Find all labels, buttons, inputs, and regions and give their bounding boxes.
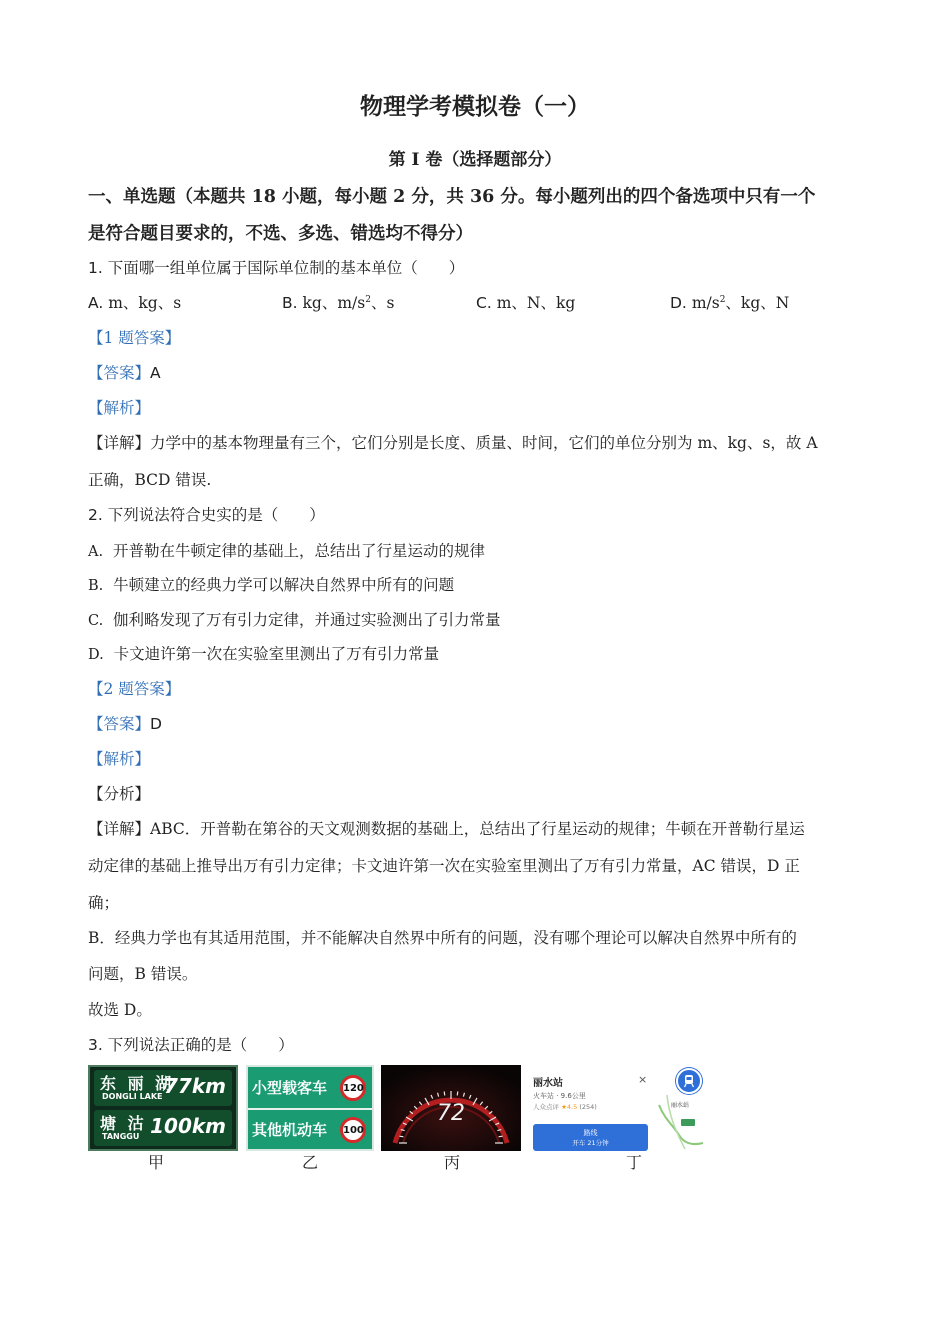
q1-answer [88, 361, 161, 383]
question-number: 1. [88, 259, 103, 277]
option-letter: C. [476, 294, 492, 312]
rating-prefix: 人众点评 [533, 1103, 559, 1111]
question-1-stem [88, 256, 464, 278]
speed-limit-circle: 100 [340, 1117, 366, 1143]
option-text: 伽利略发现了万有引力定律，并通过实验测出了引力常量 [113, 611, 501, 629]
question-number: 3. [88, 1036, 103, 1054]
q2-detail-line1 [88, 817, 805, 839]
q2-option-a [88, 539, 485, 561]
vehicle-type-label: 其他机动车 [252, 1121, 328, 1139]
sign-place-en: TANGGU [102, 1132, 140, 1141]
map-place-info: 火车站 · 9.6公里 [533, 1092, 586, 1100]
q2-detail-line5: 问题，B 错误。 [88, 965, 198, 983]
map-rating [533, 1102, 597, 1111]
speed-limit-circle: 120 [340, 1075, 366, 1101]
section-heading-line1: 一、单选题（本题共 18 小题，每小题 2 分，共 36 分。每小题列出的四个备选项中只有一个 [88, 187, 816, 207]
option-letter: A. [88, 294, 104, 312]
speedometer-tick [499, 1136, 503, 1137]
q1-option-d [670, 291, 789, 313]
option-letter: C. [88, 613, 104, 629]
page-title: 物理学考模拟卷（一） [360, 93, 590, 120]
option-letter: D. [670, 294, 687, 312]
q2-detail-line3: 确； [88, 894, 120, 912]
q1-analysis-tag: 【解析】 [88, 399, 151, 417]
detail-text: ABC．开普勒在第谷的天文观测数据的基础上，总结出了行星运动的规律；牛顿在开普勒行星运 [150, 820, 805, 838]
sign-place-cn: 东 丽 湖 [100, 1074, 175, 1093]
q2-option-c [88, 608, 501, 630]
sign-divider [248, 1108, 372, 1110]
question-text: 下列说法正确的是（ ） [107, 1036, 294, 1054]
q2-conclusion: 故选 D。 [88, 1001, 152, 1019]
option-text: m、N、kg [496, 294, 576, 312]
q1-detail-line2: 正确，BCD 错误. [88, 471, 212, 489]
part-subtitle: 第 I 卷（选择题部分） [388, 150, 562, 170]
question-number: 2. [88, 506, 103, 524]
caption-jia: 甲 [148, 1153, 165, 1172]
speedometer-dial-icon [381, 1065, 521, 1151]
answer-tag: 【答案】 [88, 715, 151, 733]
rating-stars: ★4.5 [561, 1103, 578, 1111]
option-text: 牛顿建立的经典力学可以解决自然界中所有的问题 [113, 576, 455, 594]
speedometer-tick [399, 1136, 403, 1137]
road-sign-distance-image [88, 1065, 238, 1151]
q2-detail-line2: 动定律的基础上推导出万有引力定律；卡文迪许第一次在实验室里测出了万有引力常量，AC 错误，D 正 [88, 857, 800, 875]
answer-tag: 【答案】 [88, 364, 151, 382]
question-text: 下列说法符合史实的是（ ） [107, 506, 325, 524]
q2-analysis-tag: 【解析】 [88, 750, 151, 768]
question-text: 下面哪一组单位属于国际单位制的基本单位（ ） [107, 259, 465, 277]
map-app-screenshot-image [530, 1065, 705, 1151]
train-station-pin-icon [676, 1068, 702, 1094]
question-2-stem [88, 503, 325, 525]
speed-readout: 72 [437, 1101, 465, 1126]
caption-bing: 丙 [444, 1153, 461, 1172]
map-station-label: 丽水站 [671, 1102, 690, 1109]
option-letter: A. [88, 544, 104, 560]
route-label: 路线 [583, 1129, 598, 1137]
question-3-stem [88, 1033, 294, 1055]
q2-detail-line4: B．经典力学也有其适用范围，并不能解决自然界中所有的问题，没有哪个理论可以解决自然界中所有的 [88, 929, 797, 947]
map-place-name: 丽水站 [533, 1078, 563, 1089]
route-button [533, 1124, 648, 1151]
sign-place-cn: 塘 沽 [100, 1114, 147, 1133]
speedometer-tick [444, 1091, 445, 1095]
speed-limit-sign-image [246, 1065, 374, 1151]
q1-detail-line1 [88, 431, 818, 453]
option-text: 开普勒在牛顿定律的基础上，总结出了行星运动的规律 [112, 542, 485, 560]
close-icon: × [638, 1073, 648, 1086]
option-superscript: 2 [365, 294, 371, 305]
answer-value: A [150, 364, 161, 382]
sign-place-en: DONGLI LAKE [102, 1092, 163, 1101]
option-text: m/s [691, 294, 720, 312]
option-letter: B. [282, 294, 298, 312]
sign-row-dongli [94, 1070, 232, 1106]
option-superscript: 2 [719, 294, 726, 305]
section-heading-line2: 是符合题目要求的，不选、多选、错选均不得分） [88, 224, 473, 244]
route-time: 开车 21分钟 [572, 1139, 609, 1147]
q2-answer-header: 【2 题答案】 [88, 680, 181, 698]
rating-count: (254) [579, 1103, 597, 1111]
caption-ding: 丁 [626, 1153, 643, 1172]
train-icon [680, 1072, 698, 1090]
q2-fenxi-tag: 【分析】 [88, 785, 151, 803]
q1-option-c [476, 291, 575, 313]
option-text: 卡文迪许第一次在实验室里测出了万有引力常量 [113, 645, 440, 663]
option-text-tail: 、s [370, 294, 395, 312]
q2-option-b [88, 573, 454, 595]
option-letter: D. [88, 647, 104, 663]
detail-tag: 【详解】 [88, 820, 151, 838]
detail-tag: 【详解】 [88, 434, 151, 452]
vehicle-type-label: 小型载客车 [252, 1079, 328, 1097]
answer-value: D [150, 715, 162, 733]
q1-option-a [88, 291, 181, 313]
q2-option-d [88, 642, 439, 664]
option-text: m、kg、s [108, 294, 182, 312]
caption-yi: 乙 [302, 1153, 319, 1172]
speedometer-image [381, 1065, 521, 1151]
sign-row-tanggu [94, 1110, 232, 1146]
speedometer-tick [457, 1091, 458, 1095]
option-text: kg、m/s [302, 294, 366, 312]
detail-text: 力学中的基本物理量有三个，它们分别是长度、质量、时间，它们的单位分别为 m、kg、s，故 A [150, 434, 818, 452]
q2-answer [88, 712, 162, 734]
sign-distance: 100km [150, 1114, 226, 1138]
option-letter: B. [88, 578, 104, 594]
option-text-tail: 、kg、N [725, 294, 790, 312]
sign-distance: 77km [164, 1074, 226, 1098]
q1-answer-header: 【1 题答案】 [88, 329, 181, 347]
q1-option-b [282, 291, 394, 313]
